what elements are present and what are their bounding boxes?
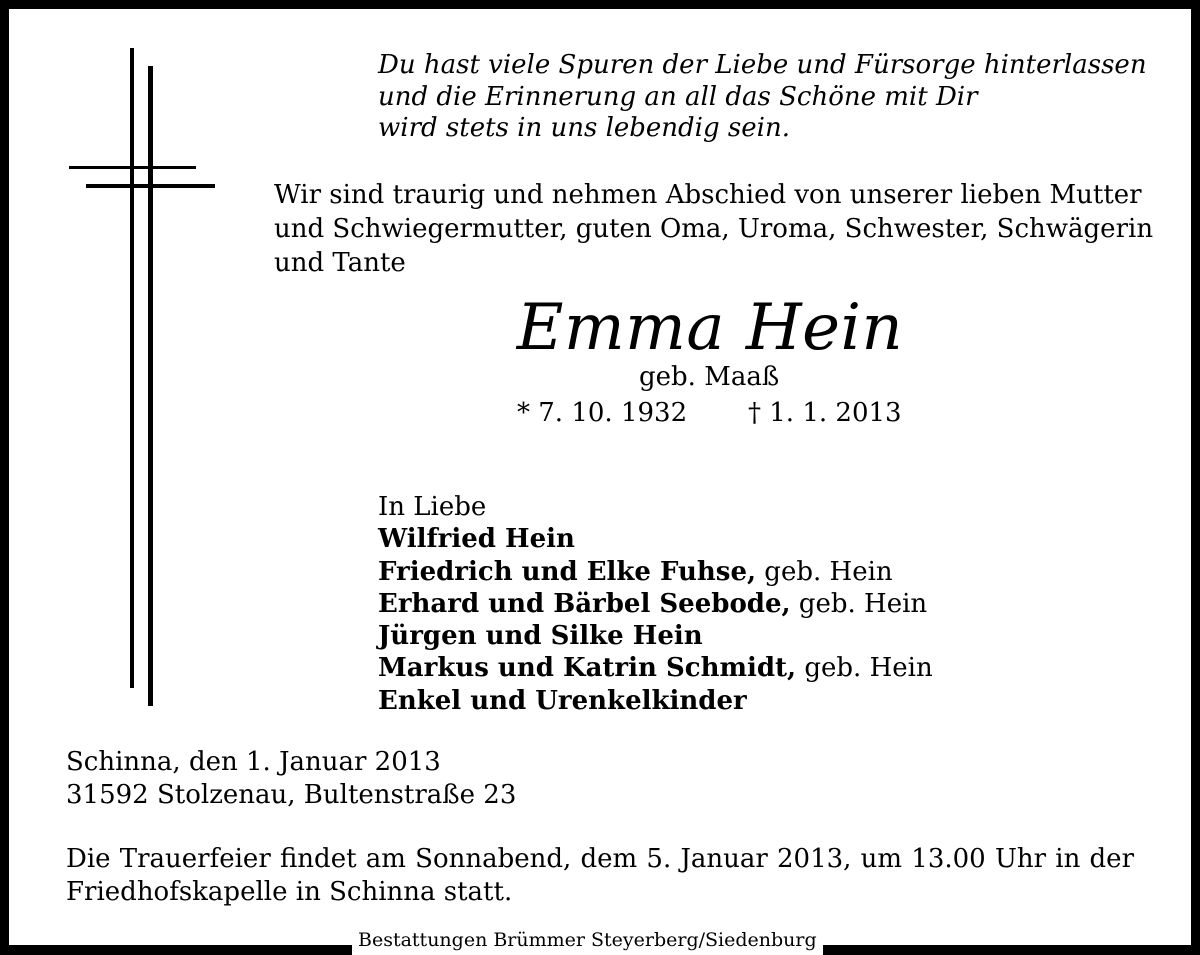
family-member-name: Jürgen und Silke Hein [378, 621, 703, 652]
family-list [378, 491, 933, 717]
ceremony-text [66, 843, 1134, 908]
list-item [378, 652, 933, 684]
list-item [378, 588, 933, 620]
family-member-name: Markus und Katrin Schmidt, [378, 653, 797, 684]
birth-date: * 7. 10. 1932 [517, 398, 688, 428]
address-block [66, 746, 516, 811]
maiden-name: geb. Maaß [639, 362, 780, 392]
list-item [378, 523, 933, 555]
intro-line: und Tante [274, 248, 406, 278]
poem-line: Du hast viele Spuren der Liebe und Fürsorge hinterlassen [378, 50, 1147, 80]
deceased-name: Emma Hein [516, 291, 904, 365]
family-member-name: Enkel und Urenkelkinder [378, 685, 747, 716]
family-member-name: Erhard und Bärbel Seebode, [378, 588, 791, 619]
family-heading: In Liebe [378, 492, 487, 522]
intro-text [274, 178, 1153, 280]
ceremony-line: Friedhofskapelle in Schinna statt. [66, 876, 513, 907]
family-member-suffix: geb. Hein [756, 556, 893, 587]
funeral-home-credit: Bestattungen Brümmer Steyerberg/Siedenburg [352, 929, 823, 955]
address-line: Schinna, den 1. Januar 2013 [66, 747, 441, 777]
list-item [378, 620, 933, 652]
poem [378, 50, 1147, 145]
death-date: † 1. 1. 2013 [748, 398, 902, 428]
list-item [378, 556, 933, 588]
intro-line: Wir sind traurig und nehmen Abschied von unserer lieben Mutter [274, 180, 1142, 210]
family-member-suffix: geb. Hein [790, 588, 928, 619]
address-line: 31592 Stolzenau, Bultenstraße 23 [66, 779, 517, 810]
family-member-suffix: geb. Hein [796, 653, 933, 684]
intro-line: und Schwiegermutter, guten Oma, Uroma, Schwester, Schwägerin [274, 214, 1154, 244]
ceremony-line: Die Trauerfeier findet am Sonnabend, dem 5. Januar 2013, um 13.00 Uhr in der [66, 844, 1134, 874]
family-member-name: Wilfried Hein [378, 524, 575, 555]
list-item [378, 685, 933, 717]
family-member-name: Friedrich und Elke Fuhse, [378, 556, 757, 587]
poem-line: und die Erinnerung an all das Schöne mit Dir [378, 81, 978, 112]
poem-line: wird stets in uns lebendig sein. [378, 113, 790, 143]
